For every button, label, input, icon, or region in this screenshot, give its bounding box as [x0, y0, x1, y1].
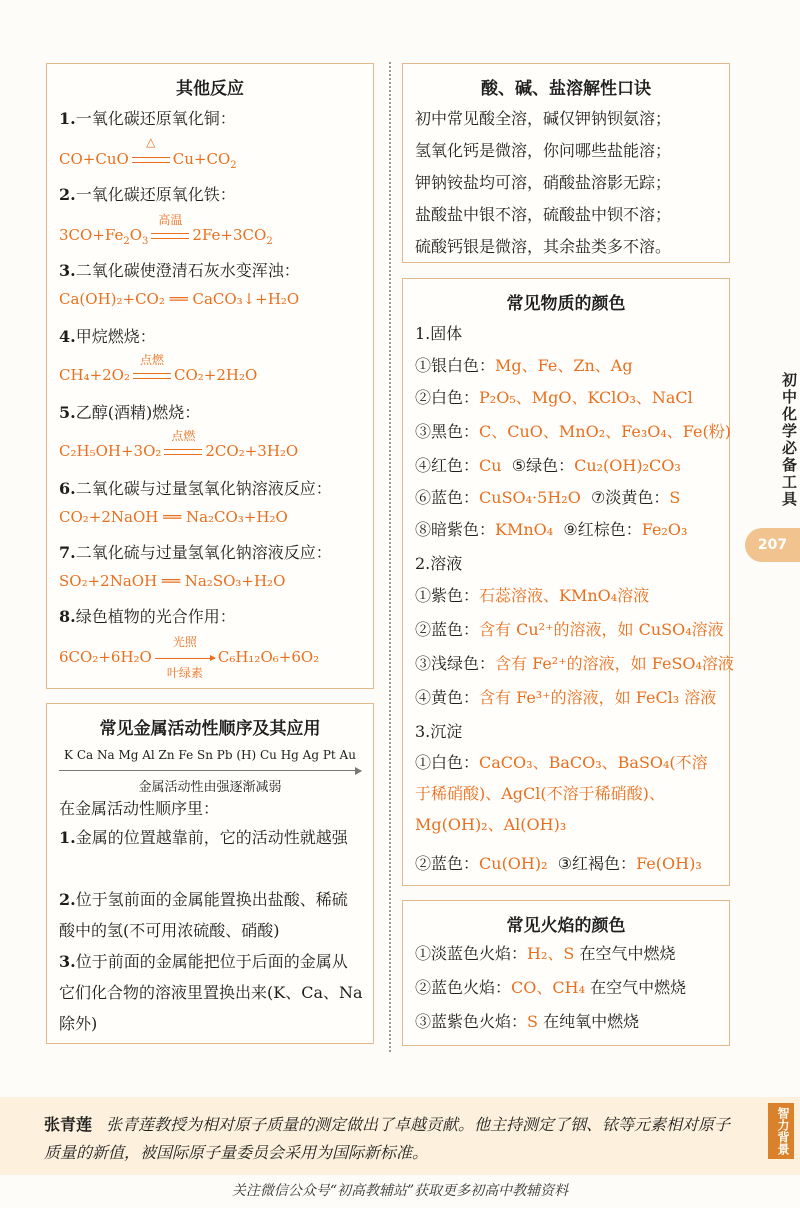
solubility-box — [402, 63, 730, 263]
solid-heading: 1.固体 — [415, 324, 463, 343]
colors-box — [402, 278, 734, 886]
reaction-4-equation: CH₄+2O₂ 点燃 CO₂+2H₂O — [59, 353, 258, 384]
reaction-7-equation: SO₂+2NaOH ══ Na₂SO₃+H₂O — [59, 572, 286, 590]
solution-heading: 2.溶液 — [415, 554, 463, 573]
ignite-condition: 点燃 — [164, 442, 202, 460]
footer-note: 关注微信公众号“初高教辅站”获取更多初高中教辅资料 — [231, 1183, 569, 1199]
reaction-8-equation: 6CO₂+6H₂O 光照 叶绿素 C₆H₁₂O₆+6O₂ — [59, 635, 320, 680]
trivia-band — [0, 1097, 800, 1175]
flame-1: ①淡蓝色火焰：H₂、S 在空气中燃烧 — [415, 944, 676, 963]
metals-box — [46, 703, 374, 1044]
light-condition: 光照 叶绿素 — [155, 648, 215, 666]
precip-blue-redbrown: ②蓝色：Cu(OH)₂ ③红褐色：Fe(OH)₃ — [415, 854, 702, 873]
high-temp-condition: 高温 — [151, 226, 189, 244]
precip-heading: 3.沉淀 — [415, 722, 463, 741]
reaction-2-equation: $3CO+Fe_2O_3$ 高温 $2Fe+3CO_2$ — [59, 213, 273, 247]
reaction-1: 1.一氧化碳还原氧化铜： — [59, 109, 236, 128]
heat-condition: △ — [132, 150, 170, 168]
metals-intro: 在金属活动性顺序里： — [59, 799, 220, 818]
solubility-line-1: 初中常见酸全溶，碱仅钾钠钡氨溶； — [415, 109, 672, 128]
solution-3: ③浅绿色：含有 Fe²⁺的溶液，如 FeSO₄溶液 — [415, 654, 734, 673]
solution-2: ②蓝色：含有 Cu²⁺的溶液，如 CuSO₄溶液 — [415, 620, 724, 639]
reaction-3-equation: Ca(OH)₂+CO₂ ══ CaCO₃↓+H₂O — [59, 290, 300, 308]
flame-2: ②蓝色火焰：CO、CH₄ 在空气中燃烧 — [415, 978, 687, 997]
trivia-text — [44, 1111, 740, 1167]
colors-title: 常见物质的颜色 — [506, 294, 626, 314]
metals-title: 常见金属活动性顺序及其应用 — [99, 719, 321, 739]
flame-3: ③蓝紫色火焰：S 在纯氧中燃烧 — [415, 1012, 640, 1031]
flames-box — [402, 900, 730, 1046]
reaction-3: 3.二氧化碳使澄清石灰水变浑浊： — [59, 261, 300, 280]
solubility-line-5: 硫酸钙银是微溶，其余盐类多不溶。 — [415, 237, 672, 256]
reaction-1-equation: CO+CuO △ $Cu+CO_2$ — [59, 135, 237, 171]
solid-4-5: ④红色：Cu ⑤绿色：Cu₂(OH)₂CO₃ — [415, 456, 681, 475]
reaction-5-equation: C₂H₅OH+3O₂ 点燃 2CO₂+3H₂O — [59, 429, 299, 460]
metals-point-1: 1.金属的位置越靠前，它的活动性就越强 — [59, 828, 348, 847]
reaction-7: 7.二氧化硫与过量氢氧化钠溶液反应： — [59, 543, 332, 562]
solid-2: ②白色：P₂O₅、MgO、KClO₃、NaCl — [415, 388, 693, 407]
chapter-side-tab: 初中化学必备工具 — [780, 372, 798, 508]
metals-caption: 金属活动性由强逐渐减弱 — [138, 780, 282, 795]
solid-3: ③黑色：C、CuO、MnO₂、Fe₃O₄、Fe(粉) — [415, 422, 731, 441]
reaction-6: 6.二氧化碳与过量氢氧化钠溶液反应： — [59, 479, 332, 498]
solid-6-7: ⑥蓝色：CuSO₄·5H₂O ⑦淡黄色：S — [415, 488, 681, 507]
metals-point-3: 3.位于前面的金属能把位于后面的金属从它们化合物的溶液里置换出来(K、Ca、Na除外) — [59, 952, 363, 1033]
ignite-condition: 点燃 — [133, 366, 171, 384]
trivia-tag: 智力背景 — [768, 1103, 794, 1159]
solubility-line-3: 钾钠铵盐均可溶，硝酸盐溶影无踪； — [415, 173, 672, 192]
other-reactions-title: 其他反应 — [176, 79, 244, 99]
reaction-6-equation: CO₂+2NaOH ══ Na₂CO₃+H₂O — [59, 508, 288, 526]
solubility-line-4: 盐酸盐中银不溶，硫酸盐中钡不溶； — [415, 205, 672, 224]
column-divider — [389, 62, 391, 1052]
reaction-8: 8.绿色植物的光合作用： — [59, 607, 236, 626]
solid-8-9: ⑧暗紫色：KMnO₄ ⑨红棕色：Fe₂O₃ — [415, 520, 688, 539]
precip-white: ①白色：CaCO₃、BaCO₃、BaSO₄(不溶于稀硝酸)、AgCl(不溶于稀硝酸)、Mg(OH)₂、Al(OH)₃ — [415, 753, 708, 834]
solution-1: ①紫色：石蕊溶液、KMnO₄溶液 — [415, 586, 650, 605]
reaction-5: 5.乙醇(酒精)燃烧： — [59, 403, 201, 422]
activity-arrow — [59, 770, 361, 771]
solubility-title: 酸、碱、盐溶解性口诀 — [481, 79, 651, 99]
reaction-2: 2.一氧化碳还原氧化铁： — [59, 185, 236, 204]
solubility-line-2: 氢氧化钙是微溶，你问哪些盐能溶； — [415, 141, 672, 160]
metals-point-2: 2.位于氢前面的金属能置换出盐酸、稀硫酸中的氢(不可用浓硫酸、硝酸) — [59, 890, 348, 940]
trivia-name: 张青莲 — [44, 1115, 93, 1134]
metal-activity-series: K Ca Na Mg Al Zn Fe Sn Pb (H) Cu Hg Ag Pt Au — [64, 748, 356, 762]
flames-title: 常见火焰的颜色 — [506, 916, 626, 936]
other-reactions-box — [46, 63, 374, 689]
solid-1: ①银白色：Mg、Fe、Zn、Ag — [415, 356, 633, 375]
trivia-body: 张青莲教授为相对原子质量的测定做出了卓越贡献。他主持测定了铟、铱等元素相对原子质量的新值，被国际原子量委员会采用为国际新标准。 — [44, 1115, 731, 1162]
solution-4: ④黄色：含有 Fe³⁺的溶液，如 FeCl₃ 溶液 — [415, 688, 717, 707]
reaction-4: 4.甲烷燃烧： — [59, 327, 156, 346]
page-number: 207 — [745, 528, 800, 562]
